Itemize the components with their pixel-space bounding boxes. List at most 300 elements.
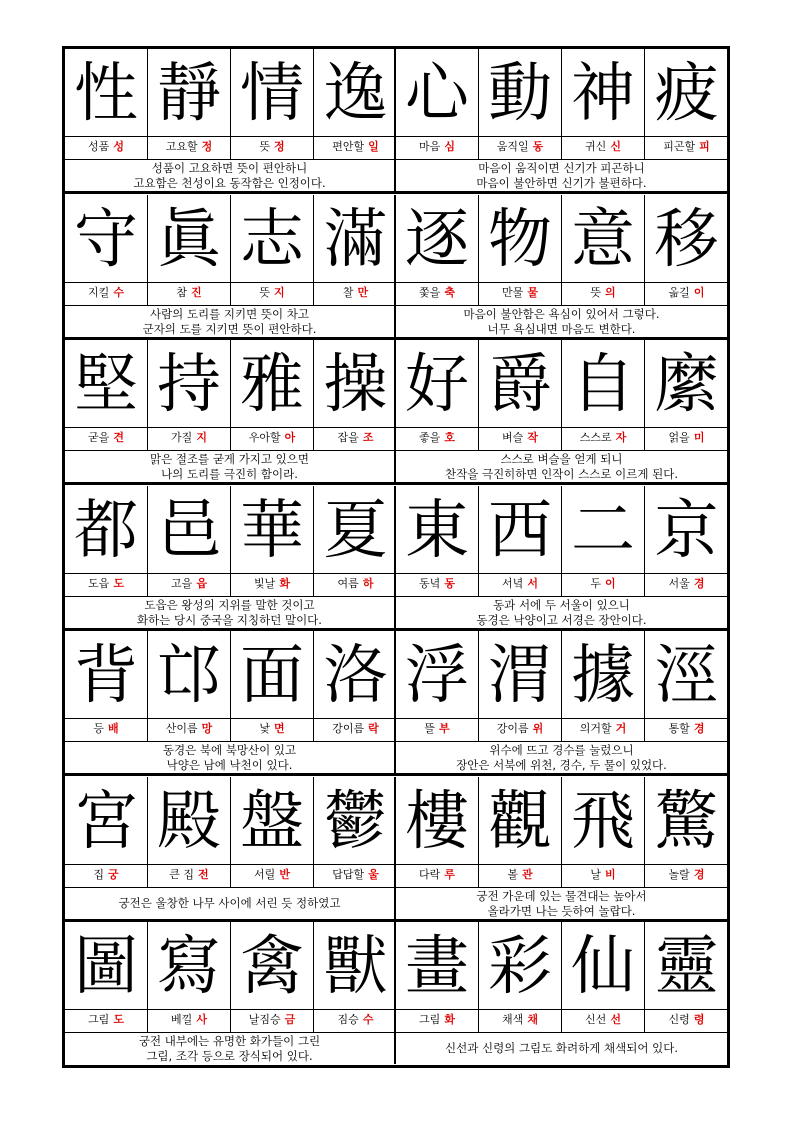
sound-text: 심 [444, 140, 455, 153]
character-cell [562, 486, 645, 597]
character-reading [314, 1009, 397, 1030]
section-divider [65, 773, 727, 776]
sound-text: 도 [113, 577, 124, 590]
verse-explanation [396, 742, 727, 773]
character-cell [231, 195, 314, 306]
sound-text: 채 [527, 1013, 538, 1026]
verse-explanation [396, 451, 727, 482]
verse-right [396, 777, 727, 919]
hanja-character: 圖 [74, 930, 138, 1004]
explanation-line: 궁전 내부에는 유명한 화가들이 그린 [138, 1033, 321, 1048]
explanation-line: 장안은 서북에 위천, 경수, 두 물이 있었다. [456, 757, 667, 772]
character-reading [479, 136, 561, 157]
character-reading [231, 282, 313, 303]
meaning-text: 성품 [88, 140, 110, 153]
character-cell [562, 340, 645, 451]
hanja-character: 驚 [654, 785, 719, 859]
explanation-line: 마음이 불안하면 신기가 불편하다. [476, 175, 647, 190]
sound-text: 축 [444, 286, 455, 299]
character-reading [562, 427, 644, 448]
character-reading [65, 427, 147, 448]
character-cell [645, 340, 728, 451]
hanja-character: 好 [405, 348, 469, 422]
character-reading [562, 136, 644, 157]
character-cell [231, 340, 314, 451]
character-cell [314, 777, 397, 888]
explanation-line: 동과 서에 두 서울이 있으니 [493, 597, 630, 612]
sound-text: 만 [357, 286, 369, 299]
hanja-character: 飛 [571, 785, 635, 859]
character-reading [479, 573, 561, 594]
meaning-text: 신선 [585, 1013, 607, 1026]
character-cell [645, 631, 728, 742]
explanation-line: 사람의 도리를 지키면 뜻이 차고 [149, 306, 310, 321]
meaning-text: 고요할 [165, 140, 198, 153]
sound-text: 피 [699, 140, 710, 153]
character-reading [396, 573, 478, 594]
character-cell [562, 631, 645, 742]
character-cell [396, 631, 479, 742]
character-cell [65, 49, 148, 160]
hanja-character: 宮 [74, 785, 138, 859]
hanja-character: 背 [74, 639, 138, 713]
sound-text: 미 [693, 431, 705, 444]
sound-text: 망 [201, 722, 213, 735]
section-3 [65, 340, 727, 485]
hanja-character: 靈 [654, 930, 719, 1004]
meaning-text: 큰 집 [169, 868, 195, 881]
character-reading [65, 718, 147, 739]
sound-text: 물 [527, 286, 538, 299]
character-cell [645, 922, 728, 1033]
meaning-text: 뜰 [424, 722, 435, 735]
verse-explanation [396, 160, 727, 191]
hanja-character: 面 [240, 639, 304, 713]
character-reading [314, 282, 397, 303]
explanation-line: 찬작을 극진히하면 인작이 스스로 이르게 된다. [444, 466, 678, 481]
hanja-character: 洛 [323, 639, 388, 713]
hanja-character: 畫 [405, 930, 469, 1004]
explanation-line: 궁전은 울창한 나무 사이에 서린 듯 정하였고 [118, 896, 341, 910]
character-cell [396, 922, 479, 1033]
hanja-character: 樓 [405, 785, 469, 859]
character-reading [314, 864, 397, 885]
character-reading [65, 282, 147, 303]
sound-text: 의 [605, 286, 616, 299]
character-cell [148, 195, 231, 306]
explanation-line: 신선과 신령의 그림도 화려하게 채색되어 있다. [444, 1041, 678, 1055]
sound-text: 작 [527, 431, 538, 444]
verse-right [396, 49, 727, 191]
meaning-text: 놀랄 [668, 868, 690, 881]
sound-text: 경 [693, 868, 705, 881]
verse-left [65, 922, 396, 1064]
explanation-line: 도읍은 왕성의 지위를 말한 것이고 [144, 597, 315, 612]
character-cell [314, 49, 397, 160]
hanja-character: 西 [488, 494, 552, 568]
meaning-text: 옮길 [668, 286, 690, 299]
character-cell [479, 340, 562, 451]
meaning-text: 집 [93, 868, 104, 881]
meaning-text: 낯 [259, 722, 270, 735]
meaning-text: 지킬 [88, 286, 110, 299]
verse-explanation [65, 160, 394, 191]
character-cell [65, 340, 148, 451]
explanation-line: 궁전 가운데 있는 물견대는 높아서 [476, 888, 647, 903]
character-cell [148, 777, 231, 888]
meaning-text: 참 [176, 286, 187, 299]
sound-text: 전 [198, 868, 209, 881]
character-cell [396, 49, 479, 160]
character-cell [231, 631, 314, 742]
verse-explanation [65, 888, 394, 919]
character-reading [645, 1009, 728, 1030]
sound-text: 수 [113, 286, 124, 299]
sound-text: 읍 [196, 577, 207, 590]
character-reading [314, 573, 397, 594]
character-reading [562, 1009, 644, 1030]
hanja-character: 二 [571, 494, 635, 568]
hanja-character: 物 [488, 203, 552, 277]
meaning-text: 서녘 [502, 577, 524, 590]
hanja-character: 都 [74, 494, 138, 568]
verse-left [65, 486, 396, 628]
meaning-text: 날짐승 [248, 1013, 281, 1026]
sound-text: 일 [368, 140, 379, 153]
sound-text: 호 [444, 431, 455, 444]
verse-explanation [396, 888, 727, 919]
meaning-text: 날 [590, 868, 601, 881]
hanja-character: 縻 [654, 348, 719, 422]
character-reading [314, 136, 397, 157]
character-reading [645, 864, 728, 885]
sound-text: 사 [196, 1013, 207, 1026]
character-reading [396, 1009, 478, 1030]
character-cell [314, 631, 397, 742]
meaning-text: 편안할 [332, 140, 365, 153]
verse-explanation [396, 306, 727, 337]
section-5 [65, 631, 727, 776]
sound-text: 자 [615, 431, 627, 444]
meaning-text: 쫓을 [419, 286, 441, 299]
meaning-text: 고을 [171, 577, 193, 590]
hanja-character: 疲 [654, 57, 719, 131]
sound-text: 신 [610, 140, 621, 153]
meaning-text: 움직일 [496, 140, 529, 153]
character-cell [479, 49, 562, 160]
sound-text: 지 [274, 286, 285, 299]
character-cell [396, 486, 479, 597]
verse-explanation [65, 597, 394, 628]
character-reading [148, 864, 230, 885]
explanation-line: 올라가면 나는 듯하여 놀랍다. [487, 903, 636, 918]
character-cell [65, 777, 148, 888]
meaning-text: 채색 [502, 1013, 524, 1026]
sound-text: 조 [362, 431, 374, 444]
sound-text: 경 [693, 577, 705, 590]
character-cell [562, 777, 645, 888]
sound-text: 정 [201, 140, 213, 153]
explanation-line: 군자의 도를 지키면 뜻이 편안하다. [142, 321, 317, 336]
character-cell [396, 340, 479, 451]
section-1 [65, 49, 727, 194]
meaning-text: 가질 [171, 431, 193, 444]
meaning-text: 그림 [419, 1013, 441, 1026]
meaning-text: 뜻 [590, 286, 601, 299]
meaning-text: 등 [93, 722, 104, 735]
hanja-character: 涇 [654, 639, 719, 713]
character-reading [148, 136, 230, 157]
hanja-character: 逸 [323, 57, 388, 131]
explanation-line: 화하는 당시 중국을 지칭하던 말이다. [137, 612, 322, 627]
hanja-character: 邑 [157, 494, 221, 568]
meaning-text: 스스로 [579, 431, 612, 444]
section-4 [65, 486, 727, 631]
meaning-text: 그림 [88, 1013, 110, 1026]
meaning-text: 여름 [337, 577, 359, 590]
meaning-text: 벼슬 [502, 431, 524, 444]
meaning-text: 답답할 [332, 868, 365, 881]
character-cell [314, 486, 397, 597]
verse-left [65, 340, 396, 482]
character-reading [645, 427, 728, 448]
character-reading [231, 136, 313, 157]
character-reading [148, 282, 230, 303]
verse-left [65, 49, 396, 191]
meaning-text: 뜻 [259, 140, 270, 153]
hanja-character: 據 [571, 639, 635, 713]
character-reading [562, 282, 644, 303]
verse-left [65, 631, 396, 773]
verse-explanation [396, 597, 727, 628]
character-cell [148, 486, 231, 597]
hanja-character: 鬱 [323, 785, 388, 859]
hanja-character: 爵 [488, 348, 552, 422]
meaning-text: 굳을 [88, 431, 110, 444]
sound-text: 서 [527, 577, 538, 590]
hanja-character: 心 [405, 57, 469, 131]
character-cell [562, 922, 645, 1033]
meaning-text: 빛날 [254, 577, 276, 590]
character-cell [65, 922, 148, 1033]
meaning-text: 볼 [507, 868, 518, 881]
sound-text: 아 [284, 431, 296, 444]
meaning-text: 얽을 [668, 431, 690, 444]
verse-right [396, 922, 727, 1064]
thousand-character-table [62, 46, 730, 1068]
explanation-line: 마음이 움직이면 신기가 피곤하니 [478, 160, 645, 175]
character-reading [231, 718, 313, 739]
hanja-character: 自 [571, 348, 635, 422]
sound-text: 경 [693, 722, 705, 735]
meaning-text: 다락 [419, 868, 441, 881]
character-reading [65, 136, 147, 157]
character-reading [645, 718, 728, 739]
character-reading [479, 864, 561, 885]
explanation-line: 위수에 뜨고 경수를 눌렀으니 [489, 742, 634, 757]
character-reading [148, 427, 230, 448]
meaning-text: 뜻 [259, 286, 270, 299]
sound-text: 이 [605, 577, 616, 590]
character-reading [65, 1009, 147, 1030]
verse-explanation [65, 742, 394, 773]
explanation-line: 너무 욕심내면 마음도 변한다. [487, 321, 636, 336]
hanja-character: 堅 [74, 348, 138, 422]
meaning-text: 우아할 [248, 431, 281, 444]
hanja-character: 殿 [157, 785, 221, 859]
character-cell [645, 777, 728, 888]
hanja-character: 意 [571, 203, 635, 277]
hanja-character: 操 [323, 348, 388, 422]
character-reading [396, 282, 478, 303]
character-reading [479, 282, 561, 303]
meaning-text: 짐승 [337, 1013, 359, 1026]
verse-explanation [65, 451, 394, 482]
section-7 [65, 922, 727, 1067]
character-cell [314, 922, 397, 1033]
sound-text: 화 [279, 577, 290, 590]
character-cell [645, 486, 728, 597]
character-reading [231, 1009, 313, 1030]
hanja-character: 仙 [571, 930, 635, 1004]
meaning-text: 잡을 [337, 431, 359, 444]
hanja-character: 守 [74, 203, 138, 277]
character-reading [148, 1009, 230, 1030]
character-reading [479, 427, 561, 448]
character-cell [65, 486, 148, 597]
sound-text: 선 [610, 1013, 621, 1026]
verse-explanation [396, 1033, 727, 1064]
character-cell [314, 195, 397, 306]
meaning-text: 산이름 [165, 722, 198, 735]
character-cell [148, 922, 231, 1033]
character-cell [562, 49, 645, 160]
hanja-character: 獸 [323, 930, 388, 1004]
meaning-text: 마음 [419, 140, 441, 153]
character-reading [314, 718, 397, 739]
character-cell [231, 777, 314, 888]
explanation-line: 성품이 고요하면 뜻이 편안하니 [151, 160, 308, 175]
meaning-text: 신령 [668, 1013, 690, 1026]
sound-text: 배 [108, 722, 119, 735]
hanja-character: 眞 [157, 203, 221, 277]
character-reading [231, 573, 313, 594]
character-reading [396, 427, 478, 448]
hanja-character: 動 [488, 57, 552, 131]
explanation-line: 그림, 조각 등으로 장식되어 있다. [146, 1048, 313, 1063]
sound-text: 부 [439, 722, 450, 735]
hanja-character: 禽 [240, 930, 304, 1004]
character-reading [396, 864, 478, 885]
verse-explanation [65, 306, 394, 337]
character-reading [645, 136, 728, 157]
sound-text: 락 [368, 722, 379, 735]
character-cell [479, 486, 562, 597]
hanja-character: 夏 [323, 494, 388, 568]
section-divider [65, 191, 727, 194]
character-cell [396, 777, 479, 888]
hanja-character: 京 [654, 494, 719, 568]
character-cell [479, 631, 562, 742]
sound-text: 비 [605, 868, 616, 881]
hanja-character: 逐 [405, 203, 469, 277]
character-cell [148, 49, 231, 160]
character-cell [231, 486, 314, 597]
hanja-character: 靜 [157, 57, 221, 131]
meaning-text: 의거할 [579, 722, 612, 735]
character-reading [562, 718, 644, 739]
sound-text: 지 [196, 431, 207, 444]
character-reading [65, 573, 147, 594]
character-cell [148, 340, 231, 451]
meaning-text: 강이름 [332, 722, 365, 735]
hanja-character: 雅 [240, 348, 304, 422]
character-reading [479, 718, 561, 739]
character-reading [562, 573, 644, 594]
explanation-line: 고요함은 천성이요 동작함은 인정이다. [133, 175, 326, 190]
character-reading [231, 864, 313, 885]
sound-text: 하 [362, 577, 374, 590]
character-cell [396, 195, 479, 306]
hanja-character: 渭 [488, 639, 552, 713]
sound-text: 도 [113, 1013, 124, 1026]
character-cell [479, 922, 562, 1033]
character-reading [396, 718, 478, 739]
sound-text: 금 [284, 1013, 296, 1026]
character-reading [562, 864, 644, 885]
meaning-text: 두 [590, 577, 601, 590]
meaning-text: 찰 [342, 286, 354, 299]
meaning-text: 도읍 [88, 577, 110, 590]
meaning-text: 피곤할 [663, 140, 696, 153]
explanation-line: 동경은 낙양이고 서경은 장안이다. [476, 612, 647, 627]
character-reading [148, 573, 230, 594]
sound-text: 동 [444, 577, 455, 590]
sound-text: 위 [532, 722, 544, 735]
hanja-character: 寫 [157, 930, 221, 1004]
hanja-character: 盤 [240, 785, 304, 859]
character-reading [231, 427, 313, 448]
character-cell [148, 631, 231, 742]
hanja-character: 持 [157, 348, 221, 422]
meaning-text: 강이름 [496, 722, 529, 735]
explanation-line: 나의 도리를 극진히 함이라. [161, 466, 298, 481]
character-reading [396, 136, 478, 157]
hanja-character: 彩 [488, 930, 552, 1004]
character-cell [231, 922, 314, 1033]
hanja-character: 浮 [405, 639, 469, 713]
character-reading [148, 718, 230, 739]
meaning-text: 베낄 [171, 1013, 193, 1026]
character-reading [314, 427, 397, 448]
character-reading [65, 864, 147, 885]
sound-text: 견 [113, 431, 124, 444]
character-reading [479, 1009, 561, 1030]
character-reading [645, 573, 728, 594]
sound-text: 화 [444, 1013, 455, 1026]
character-cell [562, 195, 645, 306]
sound-text: 울 [368, 868, 379, 881]
meaning-text: 만물 [502, 286, 524, 299]
explanation-line: 낙양은 남에 낙천이 있다. [166, 757, 293, 772]
hanja-character: 滿 [323, 203, 388, 277]
sound-text: 면 [274, 722, 285, 735]
verse-right [396, 486, 727, 628]
hanja-character: 東 [405, 494, 469, 568]
verse-right [396, 340, 727, 482]
meaning-text: 통할 [668, 722, 690, 735]
hanja-character: 觀 [488, 785, 552, 859]
